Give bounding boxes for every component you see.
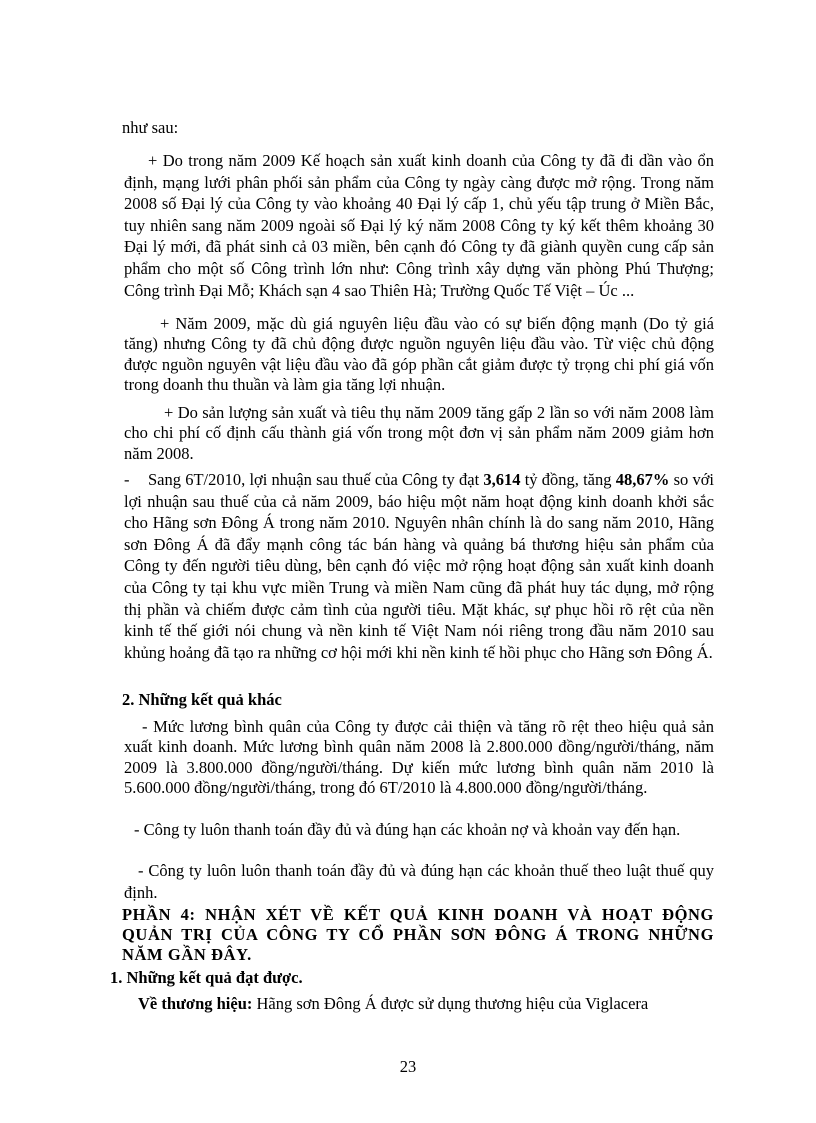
growth-percent: 48,67% [615,470,670,489]
paragraph-profit [124,469,714,663]
profit-text-a: Sang 6T/2010, lợi nhuận sau thuế của Công ty đạt [148,470,484,489]
paragraph-dealers: + Do trong năm 2009 Kế hoạch sản xuất kinh doanh của Công ty đã đi dần vào ổn định, mạng lưới phân phối sản phẩm của Công ty ngày càng được mở rộng. Trong năm 2008 số Đại lý của Công ty vào khoảng 40 Đại lý cấp 1, chủ yếu tập trung ở Miền Bắc, tuy nhiên sang năm 2009 ngoài số Đại lý ký năm 2008 Công ty ký kết thêm khoảng 30 Đại lý mới, đã phát sinh cả 03 miền, bên cạnh đó Công ty đã giành quyền cung cấp sản phẩm cho một số Công trình lớn như: Công trình xây dựng văn phòng Phú Thượng; Công trình Đại Mỗ; Khách sạn 4 sao Thiên Hà; Trường Quốc Tế Việt – Úc ... [124,151,714,300]
brand-text: Hãng sơn Đông Á được sử dụng thương hiệu của Viglacera [252,994,649,1013]
paragraph-output: + Do sản lượng sản xuất và tiêu thụ năm 2009 tăng gấp 2 lần so với năm 2008 làm cho chi phí cố định cấu thành giá vốn trong một đơn vị sản phẩm năm 2009 giảm hơn năm 2008. [124,403,714,463]
page-number: 23 [399,1057,417,1076]
paragraph-salary: - Mức lương bình quân của Công ty được cải thiện và tăng rõ rệt theo hiệu quả sản xuất kinh doanh. Mức lương bình quân năm 2008 là 2.800.000 đồng/người/tháng, năm 2009 là 3.800.000 đồng/người/tháng. Dự kiến mức lương bình quân năm 2010 là 5.600.000 đồng/người/tháng, trong đó 6T/2010 là 4.800.000 đồng/người/tháng. [124,717,714,798]
subsection-heading-achievements: 1. Những kết quả đạt được. [110,968,303,987]
paragraph-tax-payment: - Công ty luôn luôn thanh toán đầy đủ và đúng hạn các khoản thuế theo luật thuế quy định. [124,861,714,902]
profit-value: 3,614 [483,470,521,489]
paragraph-materials: + Năm 2009, mặc dù giá nguyên liệu đầu vào có sự biến động mạnh (Do tỷ giá tăng) nhưng Công ty đã chủ động được nguồn nguyên liệu đầu vào. Từ việc chủ động được nguồn nguyên vật liệu đầu vào đã góp phần cắt giảm được tỷ trọng chi phí giá vốn trong doanh thu thuần và làm gia tăng lợi nhuận. [124,314,714,395]
paragraph-debt-payment: - Công ty luôn thanh toán đầy đủ và đúng hạn các khoản nợ và khoản vay đến hạn. [134,820,681,839]
brand-label: Về thương hiệu: [138,994,253,1013]
section-heading-other-results: 2. Những kết quả khác [122,690,282,709]
part4-heading: PHẦN 4: NHẬN XÉT VỀ KẾT QUẢ KINH DOANH VÀ HOẠT ĐỘNG QUẢN TRỊ CỦA CÔNG TY CỔ PHẦN SƠN ĐÔNG Á TRONG NHỮNG NĂM GẦN ĐÂY. [122,905,714,964]
profit-text-b: tỷ đồng, tăng [520,470,616,489]
bullet-dash: - [124,470,130,489]
intro-line: như sau: [122,118,179,137]
profit-text-c: so với lợi nhuận sau thuế của cả năm 2009, báo hiệu một năm hoạt động kinh doanh khởi sắc cho Hãng sơn Đông Á trong năm 2010. Nguyên nhân chính là do sang năm 2010, Hãng sơn Đông Á đã đẩy mạnh công tác bán hàng và quảng bá thương hiệu sản phẩm của Công ty đến người tiêu dùng, bên cạnh đó việc mở rộng hoạt động sản xuất kinh doanh của Công ty tại khu vực miền Trung và miền Nam cũng đã phát huy tác dụng, mở rộng thị phần và chiếm được cảm tình của người tiêu. Mặt khác, sự phục hồi rõ rệt của nền kinh tế thế giới nói chung và nền kinh tế Việt Nam nói riêng trong đầu năm 2010 sau khủng hoảng đã tạo ra những cơ hội mới khi nền kinh tế hồi phục cho Hãng sơn Đông Á. [124,470,715,662]
paragraph-brand [124,993,724,1015]
